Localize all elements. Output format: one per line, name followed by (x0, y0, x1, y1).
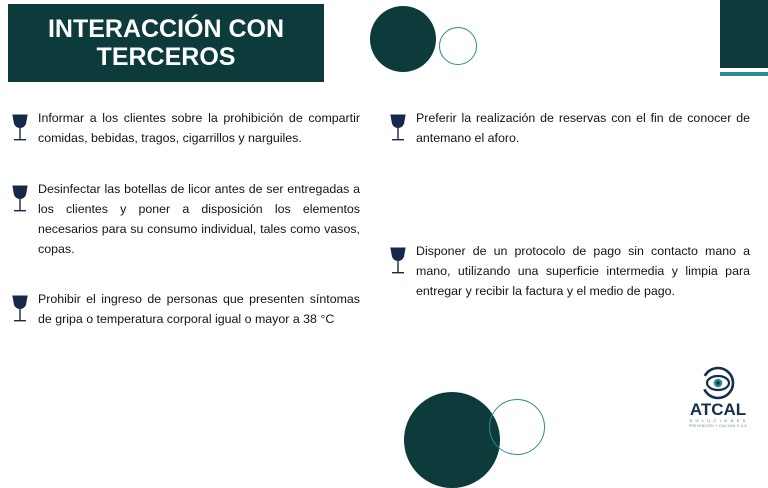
list-item-text: Desinfectar las botellas de licor antes de ser entregadas a los clientes y poner a disposición los elementos necesarios para su consumo individual, tales como vasos, copas. (38, 182, 360, 257)
list-item (10, 108, 360, 149)
slide-title-box (8, 4, 324, 82)
list-item (10, 289, 360, 330)
wine-glass-icon (388, 108, 410, 149)
wine-glass-icon (10, 108, 32, 149)
logo-eye-icon (701, 366, 735, 400)
content-columns (0, 108, 768, 352)
decorative-corner-block (720, 0, 768, 68)
list-item-text: Prohibir el ingreso de personas que presenten síntomas de gripa o temperatura corporal igual o mayor a 38 °C (38, 292, 360, 327)
spacer (388, 171, 750, 241)
spacer (10, 281, 360, 289)
list-item-text: Preferir la realización de reservas con el fin de conocer de antemano el aforo. (416, 111, 750, 146)
logo-wordmark: ATCAL (689, 400, 747, 419)
left-column (0, 108, 384, 352)
page-title: INTERACCIÓN CON TERCEROS (47, 15, 285, 71)
list-item-text: Informar a los clientes sobre la prohibición de compartir comidas, bebidas, tragos, cigarrillos y narguiles. (38, 111, 360, 146)
logo-subtagline: PREVENCIÓN Y CALIDAD S.A.S (688, 424, 748, 428)
list-item (388, 241, 750, 301)
right-column (384, 108, 768, 323)
decorative-filled-circle-top (370, 6, 436, 72)
decorative-outline-circle-bottom (489, 399, 545, 455)
company-logo (682, 366, 754, 428)
decorative-filled-circle-bottom (404, 392, 500, 488)
logo-tagline: S O L U C I O N E S (689, 418, 747, 423)
wine-glass-icon (10, 289, 32, 330)
wine-glass-icon (10, 179, 32, 220)
decorative-outline-circle-top (439, 27, 477, 65)
list-item (10, 179, 360, 259)
spacer (10, 171, 360, 179)
wine-glass-icon (388, 241, 410, 282)
decorative-corner-underline (720, 72, 768, 76)
list-item (388, 108, 750, 149)
list-item-text: Disponer de un protocolo de pago sin contacto mano a mano, utilizando una superficie intermedia y limpia para entregar y recibir la factura y el medio de pago. (416, 244, 750, 299)
